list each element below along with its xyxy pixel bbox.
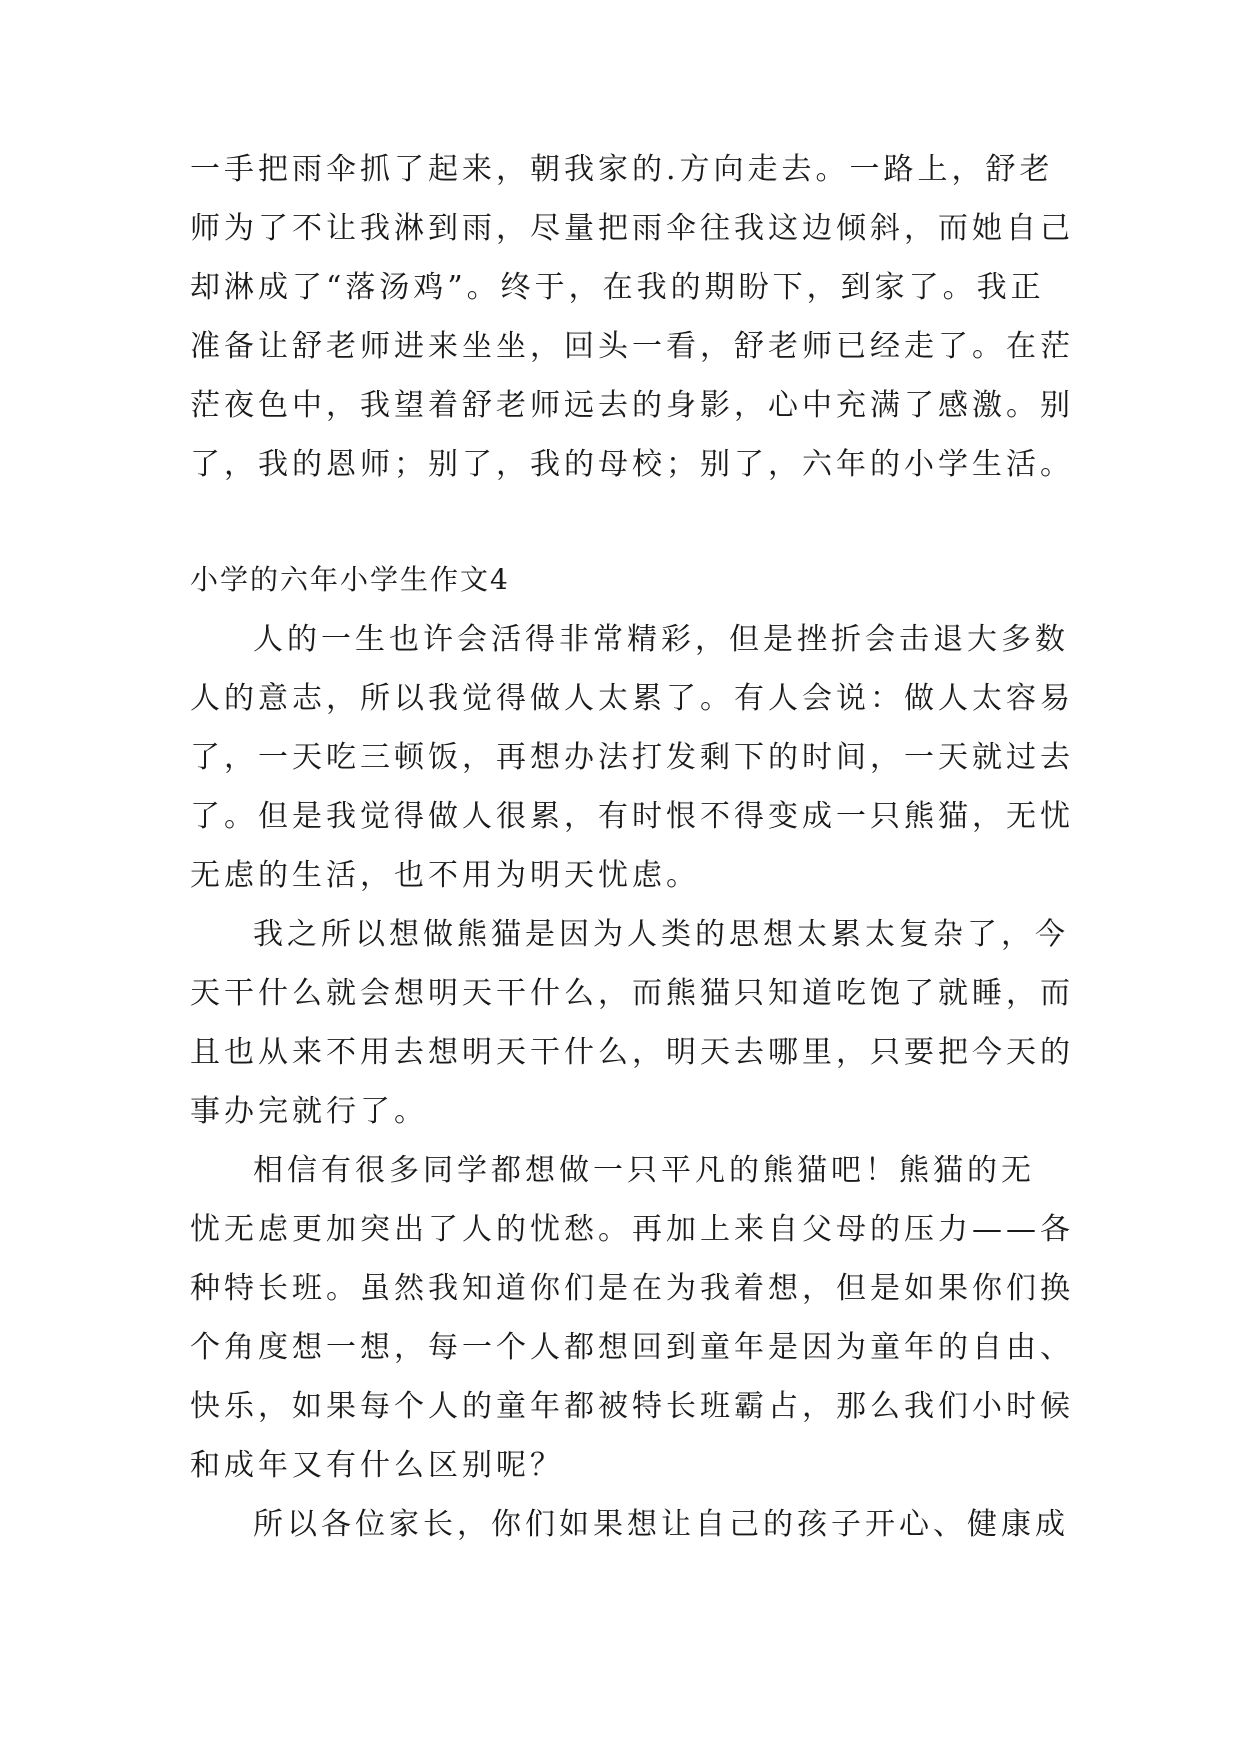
text-line: 茫夜色中，我望着舒老师远去的身影，心中充满了感激。别 bbox=[190, 388, 1074, 423]
paragraph-first-line: 人的一生也许会活得非常精彩，但是挫折会击退大多数 bbox=[253, 622, 1069, 657]
section-heading: 小学的六年小学生作文4 bbox=[190, 563, 510, 596]
text-line: 却淋成了“落汤鸡”。终于，在我的期盼下，到家了。我正 bbox=[190, 270, 1045, 305]
text-line: 天干什么就会想明天干什么，而熊猫只知道吃饱了就睡，而 bbox=[190, 976, 1074, 1011]
paragraph-first-line: 相信有很多同学都想做一只平凡的熊猫吧！熊猫的无 bbox=[253, 1153, 1035, 1188]
text-line: 且也从来不用去想明天干什么，明天去哪里，只要把今天的 bbox=[190, 1035, 1074, 1070]
text-line: 了，我的恩师；别了，我的母校；别了，六年的小学生活。 bbox=[190, 447, 1074, 482]
text-line: 和成年又有什么区别呢？ bbox=[190, 1448, 564, 1483]
text-line: 了。但是我觉得做人很累，有时恨不得变成一只熊猫，无忧 bbox=[190, 799, 1074, 834]
text-line: 无虑的生活，也不用为明天忧虑。 bbox=[190, 858, 700, 893]
text-line: 快乐，如果每个人的童年都被特长班霸占，那么我们小时候 bbox=[190, 1389, 1074, 1424]
paragraph-first-line: 我之所以想做熊猫是因为人类的思想太累太复杂了，今 bbox=[253, 917, 1069, 952]
text-line: 人的意志，所以我觉得做人太累了。有人会说：做人太容易 bbox=[190, 681, 1074, 716]
text-line: 一手把雨伞抓了起来，朝我家的.方向走去。一路上，舒老 bbox=[190, 152, 1054, 187]
text-line: 了，一天吃三顿饭，再想办法打发剩下的时间，一天就过去 bbox=[190, 740, 1074, 775]
text-line: 准备让舒老师进来坐坐，回头一看，舒老师已经走了。在茫 bbox=[190, 329, 1074, 364]
paragraph-first-line: 所以各位家长，你们如果想让自己的孩子开心、健康成 bbox=[253, 1507, 1069, 1542]
text-line: 忧无虑更加突出了人的忧愁。再加上来自父母的压力——各 bbox=[190, 1212, 1074, 1247]
text-line: 事办完就行了。 bbox=[190, 1094, 428, 1129]
text-line: 师为了不让我淋到雨，尽量把雨伞往我这边倾斜，而她自己 bbox=[190, 211, 1074, 246]
text-line: 个角度想一想，每一个人都想回到童年是因为童年的自由、 bbox=[190, 1330, 1074, 1365]
text-line: 种特长班。虽然我知道你们是在为我着想，但是如果你们换 bbox=[190, 1271, 1074, 1306]
